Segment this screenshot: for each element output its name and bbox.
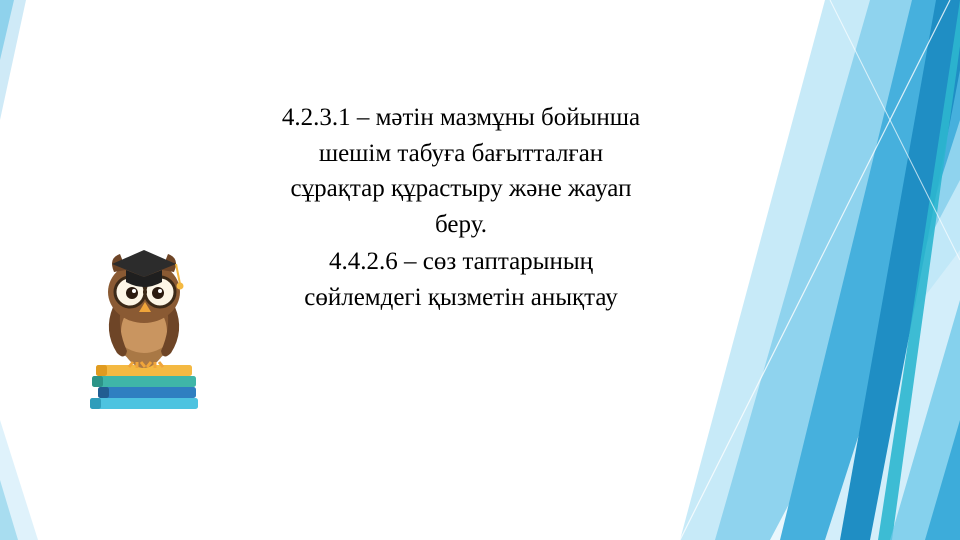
book-stack-icon — [90, 365, 198, 409]
text-line: шешім табуға бағытталған — [318, 139, 604, 167]
text-line: сұрақтар құрастыру және жауап — [290, 175, 632, 202]
left-edge-decoration — [0, 0, 90, 540]
slide-text-block — [196, 100, 726, 315]
text-line: беру. — [435, 210, 487, 238]
text-line: 4.4.2.6 – сөз таптарының — [328, 248, 594, 275]
text-line: сөйлемдегі қызметін анықтау — [304, 283, 618, 311]
text-line: 4.2.3.1 – мәтін мазмұны бойынша — [281, 104, 641, 131]
